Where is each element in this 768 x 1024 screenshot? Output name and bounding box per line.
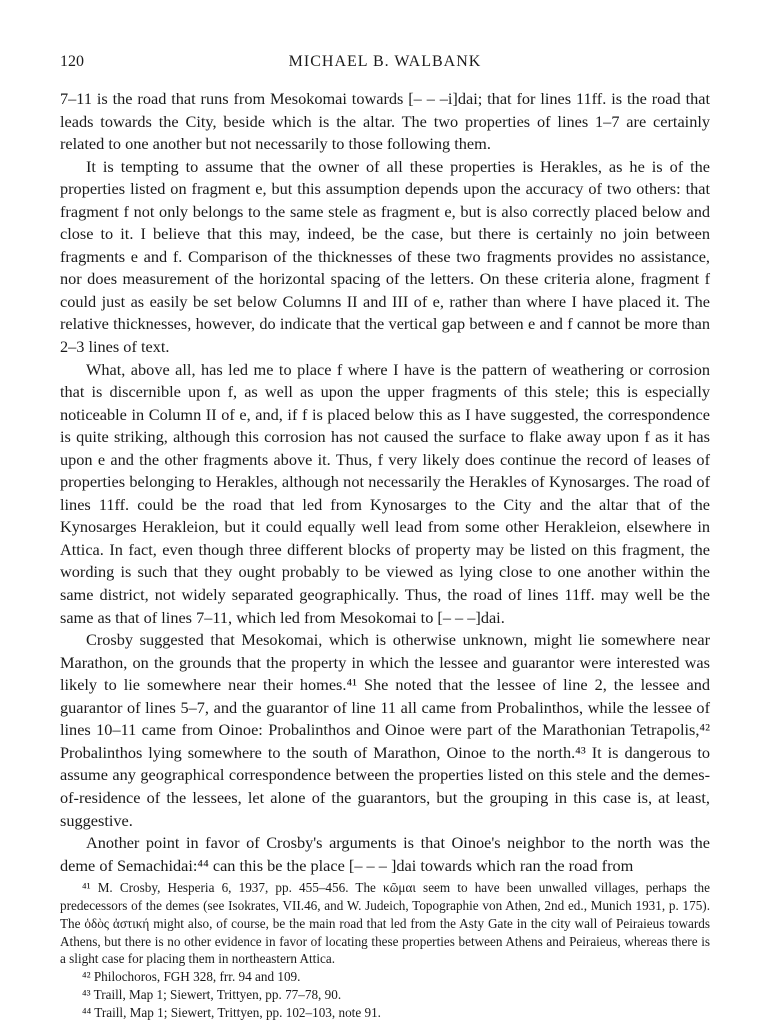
paragraph-3: What, above all, has led me to place f where I have is the pattern of weathering or corrosion that is discernible upon f, as well as upon the upper fragments of this stele; this is especially noticeable in Column II of e, and, if f is placed below this as I have suggested, the correspondence is quite striking, although this corrosion has not caused the surface to flake away upon f as it has upon e and the other fragments above it. Thus, f very likely does continue the record of leases of properties belonging to Herakles, although not necessarily the Herakles of Kynosarges. The road of lines 11ff. could be the road that led from Kynosarges to the City and the altar that of the Kynosarges Herakleion, but it could equally well lead from some other Herakleion, elsewhere in Attica. In fact, even though three different blocks of property may be listed on this fragment, the wording is such that they ought probably to be viewed as lying close to one another within the same district, not widely separated geographically. Thus, the road of lines 11ff. may well be the same as that of lines 7–11, which led from Mesokomai to [– – –]dai.	[60, 359, 710, 627]
page-number: 120	[60, 53, 84, 70]
paragraph-2: It is tempting to assume that the owner of all these properties is Herakles, as he is of the properties listed on fragment e, but this assumption depends upon the accuracy of two others: that fragment f not only belongs to the same stele as fragment e, but is also correctly placed below and close to it. I believe that this may, indeed, be the case, but there is certainly no join between fragments e and f. Comparison of the thicknesses of these two fragments provides no assistance, nor does measurement of the horizontal spacing of the letters. On these criteria alone, fragment f could just as easily be set below Columns II and III of e, rather than where I have placed it. The relative thicknesses, however, do indicate that the vertical gap between e and f cannot be more than 2–3 lines of text.	[60, 156, 710, 357]
journal-page	[60, 52, 710, 1022]
footnote-42: ⁴² Philochoros, FGH 328, frr. 94 and 109.	[82, 969, 301, 985]
page-header	[60, 52, 710, 76]
footnotes	[60, 879, 710, 1021]
running-head: MICHAEL B. WALBANK	[288, 53, 482, 70]
paragraph-4: Crosby suggested that Mesokomai, which is otherwise unknown, might lie somewhere near Marathon, on the grounds that the property in which the lessee and guarantor were interested was likely to lie somewhere near their homes.⁴¹ She noted that the lessee of line 2, the lessee and guarantor of lines 5–7, and the guarantor of line 11 all came from Probalinthos, while the lessee of lines 10–11 came from Oinoe: Probalinthos and Oinoe were part of the Marathonian Tetrapolis,⁴² Probalinthos lying somewhere to the south of Marathon, Oinoe to the north.⁴³ It is dangerous to assume any geographical correspondence between the properties listed on this stele and the demes-of-residence of the lessees, let alone of the guarantors, but the grouping in this case is, at least, suggestive.	[60, 630, 710, 830]
footnote-44: ⁴⁴ Traill, Map 1; Siewert, Trittyen, pp. 102–103, note 91.	[82, 1004, 381, 1020]
footnote-43: ⁴³ Traill, Map 1; Siewert, Trittyen, pp. 77–78, 90.	[82, 986, 342, 1002]
footnote-41: ⁴¹ M. Crosby, Hesperia 6, 1937, pp. 455–456. The κῶμαι seem to have been unwalled villages, perhaps the predecessors of the demes (see Isokrates, VII.46, and W. Judeich, Topographie von Athen, 2nd ed., Munich 1931, p. 175). The ὁδὸς ἀστική might also, of course, be the main road that led from the Asty Gate in the city wall of Peiraieus towards Athens, but there is no other evidence in favor of locating these properties between Athens and Peiraieus, whereas there is a slight case for placing them in northeastern Attica.	[60, 880, 710, 967]
body-text	[60, 88, 710, 877]
paragraph-5: Another point in favor of Crosby's arguments is that Oinoe's neighbor to the north was the deme of Semachidai:⁴⁴ can this be the place [– – – ]dai towards which ran the road from	[60, 833, 710, 875]
paragraph-1: 7–11 is the road that runs from Mesokomai towards [– – –i]dai; that for lines 11ff. is the road that leads towards the City, beside which is the altar. The two properties of lines 1–7 are certainly related to one another but not necessarily to those following them.	[60, 89, 710, 154]
